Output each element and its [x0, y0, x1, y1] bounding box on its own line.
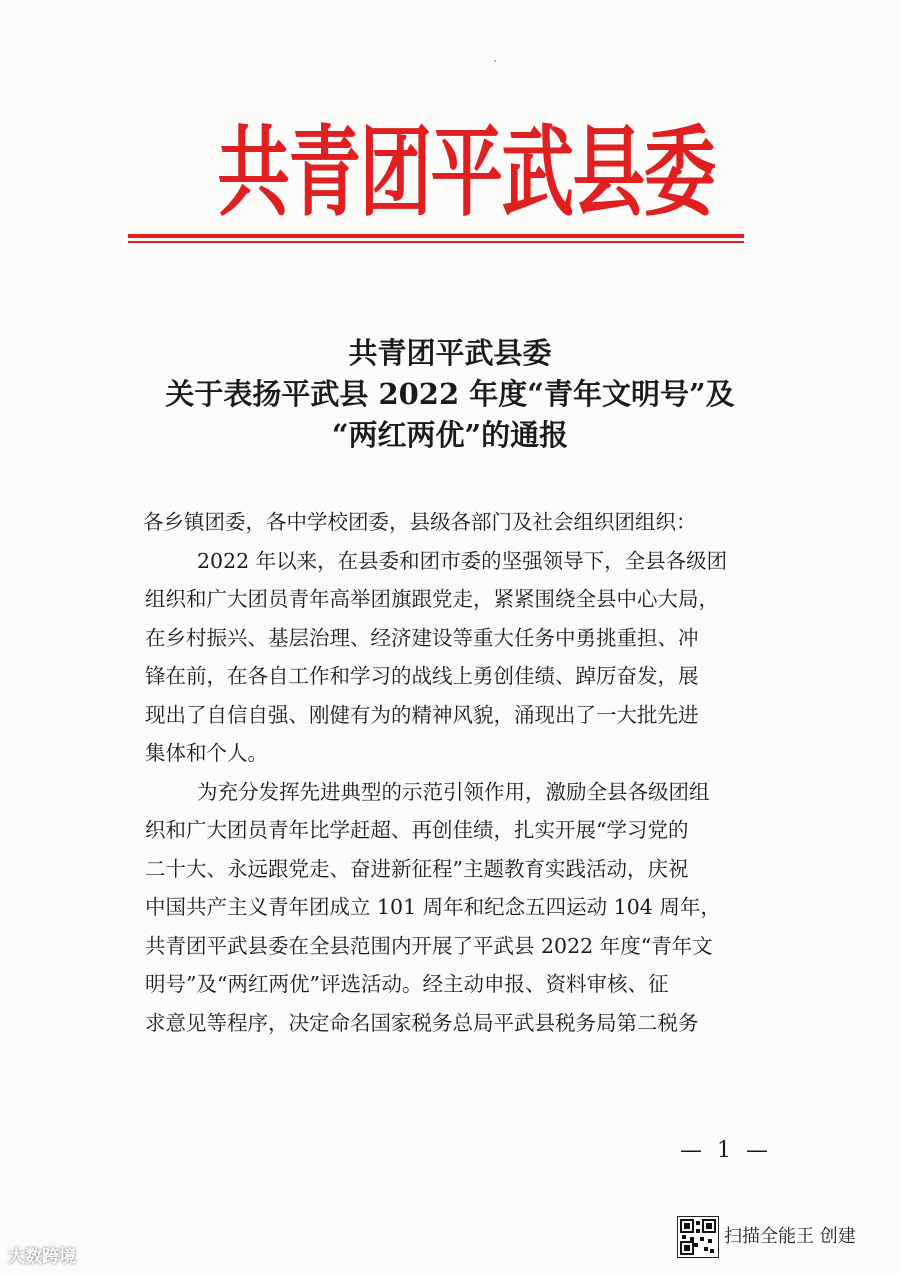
title-line-1: 共青团平武县委	[348, 336, 552, 370]
paragraph-1-line: 组织和广大团员青年高举团旗跟党走，紧紧围绕全县中心大局，	[145, 587, 719, 611]
paragraph-1-line: 2022 年以来，在县委和团市委的坚强领导下，全县各级团	[197, 548, 728, 573]
paragraph-2-line: 为充分发挥先进典型的示范引领作用，激励全县各级团组	[197, 779, 710, 804]
paragraph-2-line: 中国共产主义青年团成立 101 周年和纪念五四运动 104 周年，	[145, 895, 721, 919]
page-number: — 1 —	[680, 1138, 772, 1163]
letterhead-text: 共青团平武县委	[217, 118, 715, 228]
salutation: 各乡镇团委，各中学校团委，县级各部门及社会组织团组织：	[143, 510, 697, 534]
paragraph-2-line: 明号”及“两红两优”评选活动。经主动申报、资料审核、征	[145, 972, 669, 996]
watermark: 大数跨境	[8, 1247, 76, 1267]
paragraph-1-line: 集体和个人。	[145, 741, 268, 765]
scan-speck	[494, 60, 496, 62]
letterhead-rule-thick	[128, 234, 744, 238]
paragraph-2-line: 织和广大团员青年比学赶超、再创佳绩，扎实开展“学习党的	[145, 818, 689, 842]
paragraph-1-line: 锋在前，在各自工作和学习的战线上勇创佳绩、踔厉奋发，展	[145, 664, 699, 688]
letterhead-title	[130, 118, 742, 228]
title-line-2: 关于表扬平武县 2022 年度“青年文明号”及	[165, 377, 735, 411]
document-body	[145, 503, 765, 1042]
paragraph-2-line: 求意见等程序，决定命名国家税务总局平武县税务局第二税务	[145, 1010, 699, 1035]
document-title	[80, 333, 820, 456]
paragraph-2-line: 二十大、永远跟党走、奋进新征程”主题教育实践活动，庆祝	[145, 856, 689, 881]
paragraph-1-line: 现出了自信自强、刚健有为的精神风貌，涌现出了一大批先进	[145, 702, 699, 727]
paragraph-1-line: 在乡村振兴、基层治理、经济建设等重大任务中勇挑重担、冲	[145, 625, 699, 650]
qr-code-icon	[677, 1216, 719, 1258]
letterhead-rule-thin	[128, 241, 744, 243]
paragraph-2-line: 共青团平武县委在全县范围内开展了平武县 2022 年度“青年文	[145, 933, 713, 958]
scanner-credit: 扫描全能王 创建	[724, 1226, 856, 1247]
title-line-3: “两红两优”的通报	[331, 418, 569, 452]
